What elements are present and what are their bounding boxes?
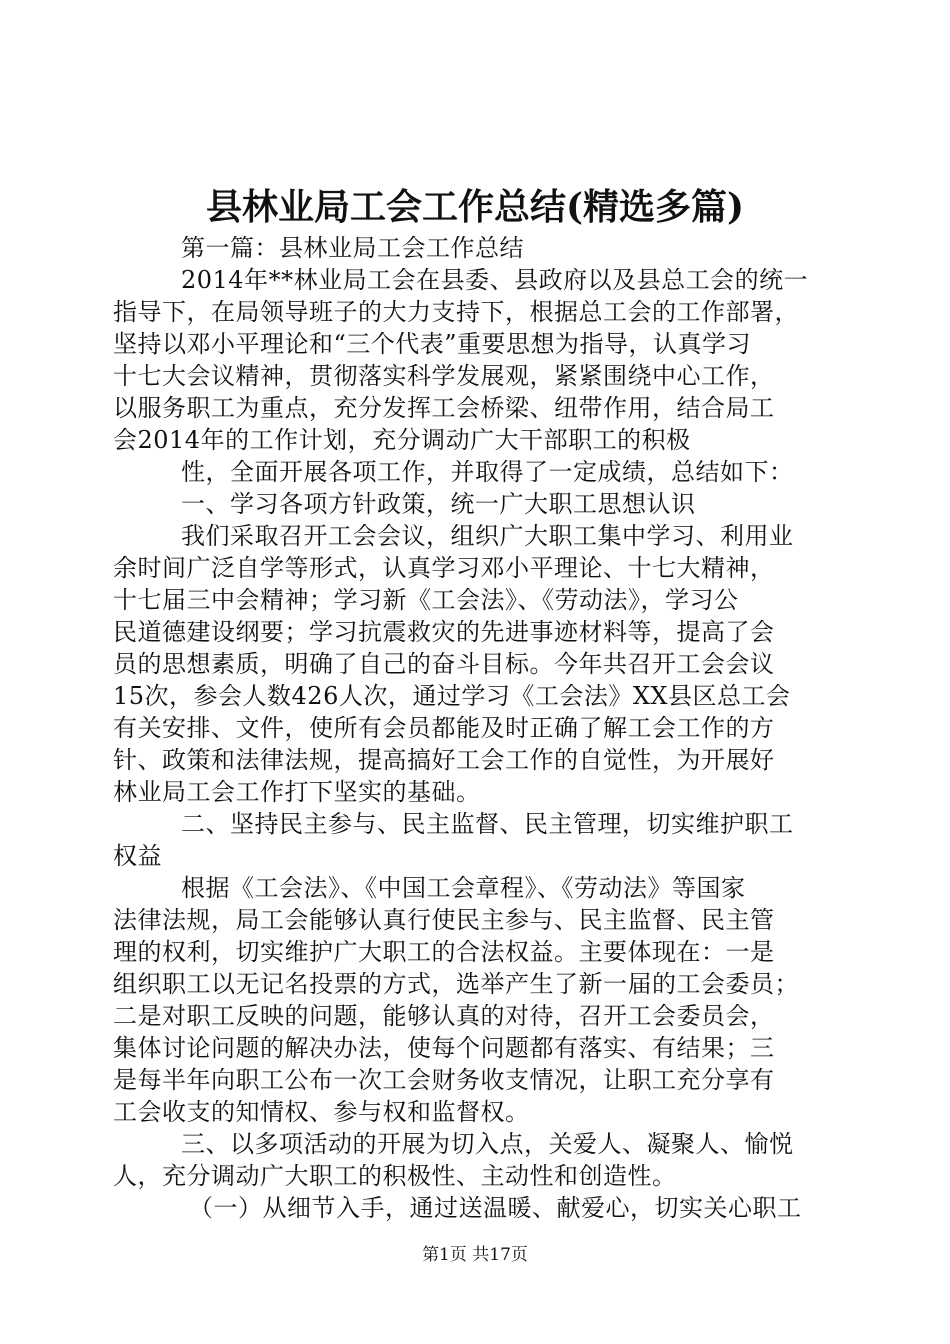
document-title: 县林业局工会工作总结(精选多篇): [205, 186, 745, 228]
text-line: 林业局工会工作打下坚实的基础。: [113, 778, 481, 806]
text-line: 余时间广泛自学等形式，认真学习邓小平理论、十七大精神，: [113, 554, 775, 582]
text-line: 针、政策和法律法规，提高搞好工会工作的自觉性，为开展好: [113, 746, 775, 774]
text-line: 法律法规，局工会能够认真行使民主参与、民主监督、民主管: [113, 906, 775, 934]
page-number-footer: 第1页 共17页: [422, 1245, 528, 1265]
text-line: 指导下，在局领导班子的大力支持下，根据总工会的工作部署，: [113, 298, 799, 326]
text-line: 15次，参会人数426人次，通过学习《工会法》XX县区总工会: [113, 682, 791, 710]
text-line: 有关安排、文件，使所有会员都能及时正确了解工会工作的方: [113, 714, 775, 742]
document-body: [113, 232, 853, 1224]
section-heading: 人，充分调动广大职工的积极性、主动性和创造性。: [113, 1162, 677, 1190]
section-heading: 三、以多项活动的开展为切入点，关爱人、凝聚人、愉悦: [181, 1130, 794, 1158]
text-line: 性，全面开展各项工作，并取得了一定成绩，总结如下：: [181, 458, 794, 486]
text-line: 十七届三中会精神；学习新《工会法》、《劳动法》，学习公: [113, 586, 739, 614]
section-heading: 二、坚持民主参与、民主监督、民主管理，切实维护职工: [181, 810, 794, 838]
section-heading: 权益: [113, 842, 162, 870]
text-line: 以服务职工为重点，充分发挥工会桥梁、纽带作用，结合局工: [113, 394, 775, 422]
text-line: 组织职工以无记名投票的方式，选举产生了新一届的工会委员；: [113, 970, 799, 998]
text-line: 2014年**林业局工会在县委、县政府以及县总工会的统一: [181, 266, 809, 294]
text-line: 理的权利，切实维护广大职工的合法权益。主要体现在：一是: [113, 938, 775, 966]
text-line: 员的思想素质，明确了自己的奋斗目标。今年共召开工会会议: [113, 650, 775, 678]
text-line: 我们采取召开工会会议，组织广大职工集中学习、利用业: [181, 522, 794, 550]
text-line: 工会收支的知情权、参与权和监督权。: [113, 1098, 530, 1126]
text-line: 根据《工会法》、《中国工会章程》、《劳动法》等国家: [181, 874, 746, 902]
text-line: 是每半年向职工公布一次工会财务收支情况，让职工充分享有: [113, 1066, 775, 1094]
section-heading: 一、学习各项方针政策，统一广大职工思想认识: [181, 490, 696, 518]
text-line: 会2014年的工作计划，充分调动广大干部职工的积极: [113, 426, 691, 454]
text-line: 坚持以邓小平理论和“三个代表”重要思想为指导，认真学习: [113, 330, 752, 358]
text-line: 二是对职工反映的问题，能够认真的对待，召开工会委员会，: [113, 1002, 775, 1030]
subsection-heading: （一）从细节入手，通过送温暖、献爱心，切实关心职工: [189, 1194, 802, 1222]
text-line: 民道德建设纲要；学习抗震救灾的先进事迹材料等，提高了会: [113, 618, 775, 646]
text-line: 集体讨论问题的解决办法，使每个问题都有落实、有结果；三: [113, 1034, 775, 1062]
text-line: 十七大会议精神，贯彻落实科学发展观，紧紧围绕中心工作，: [113, 362, 775, 390]
text-line: 第一篇：县林业局工会工作总结: [181, 234, 524, 262]
